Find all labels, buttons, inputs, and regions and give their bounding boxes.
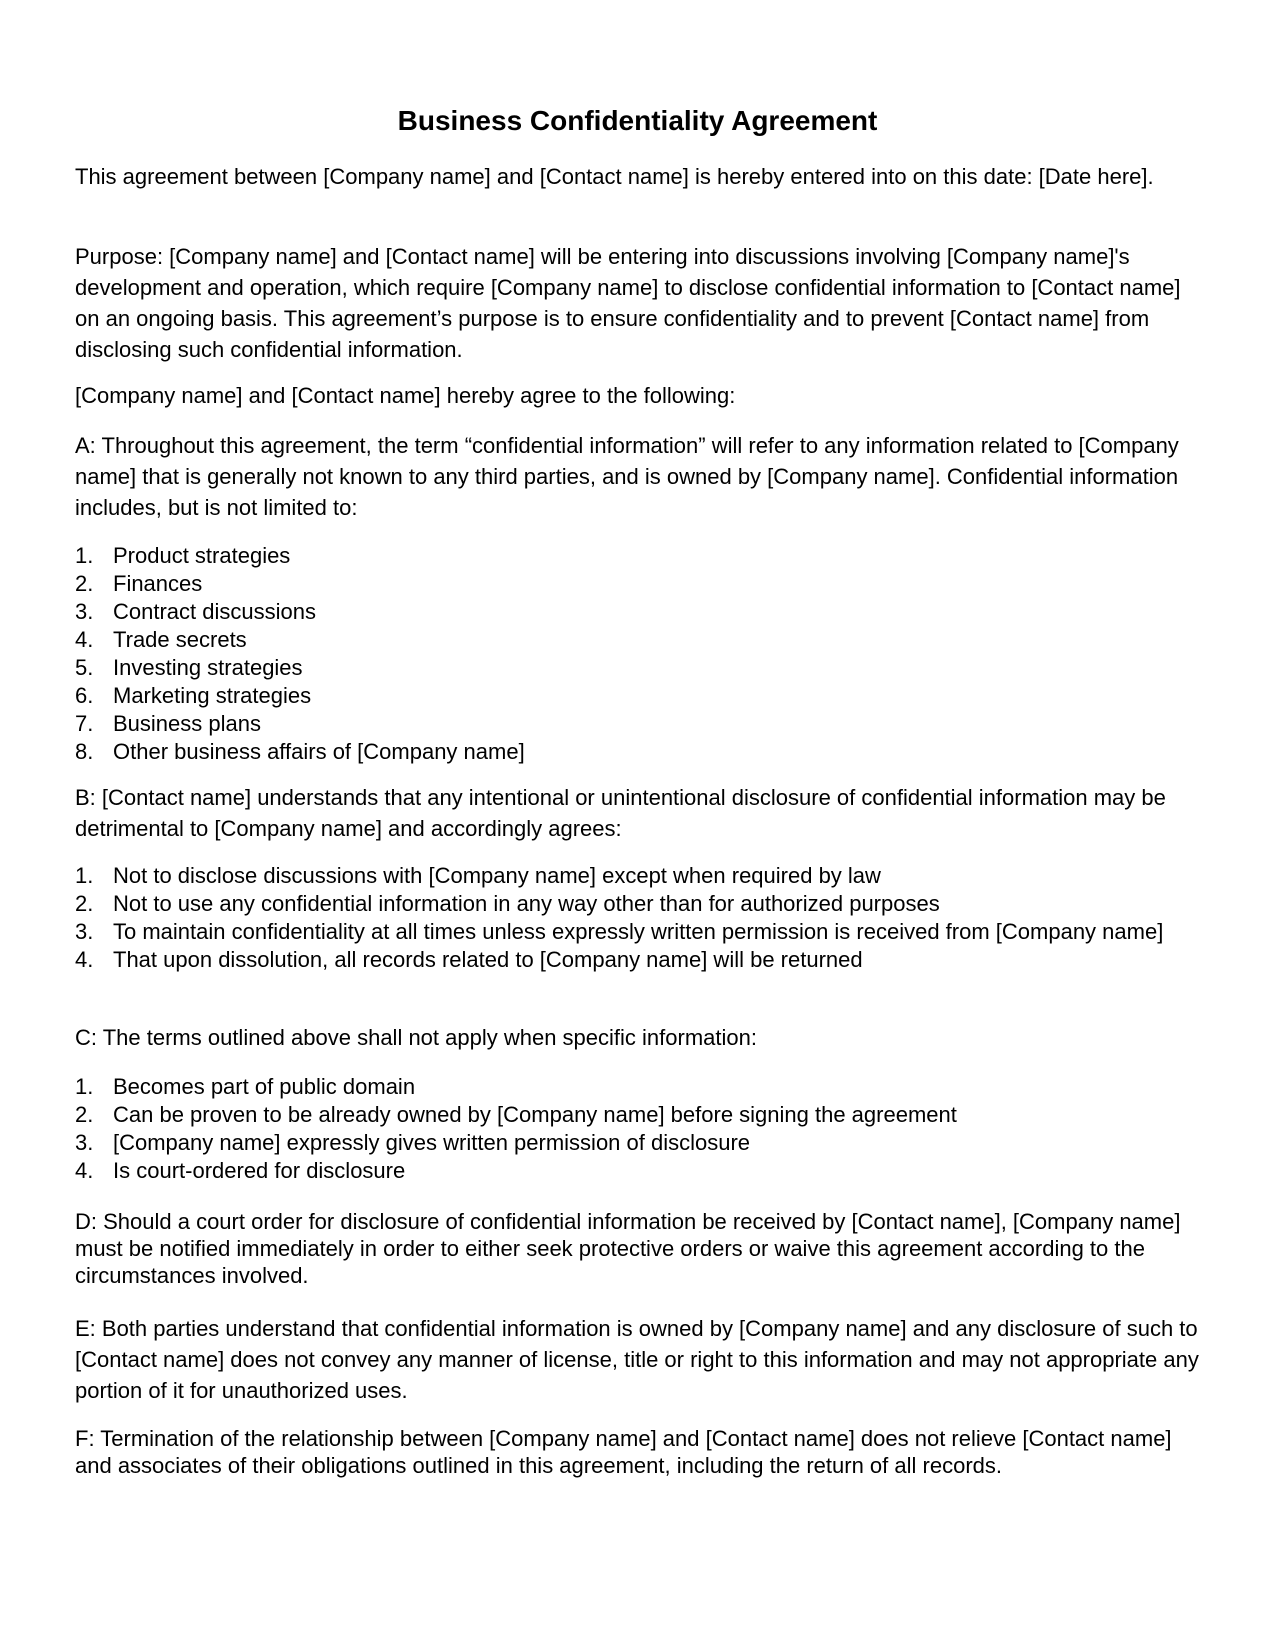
list-item: 8. Other business affairs of [Company name] (75, 739, 525, 764)
intro-paragraph: This agreement between [Company name] and [Contact name] is hereby entered into on this date: [Date here]. (75, 164, 1154, 189)
list-item: 2. Can be proven to be already owned by [Company name] before signing the agreement (75, 1102, 957, 1127)
list-item: 1. Product strategies (75, 543, 291, 568)
list-item: 1. Not to disclose discussions with [Company name] except when required by law (75, 863, 881, 888)
agree-intro-paragraph: [Company name] and [Contact name] hereby agree to the following: (75, 383, 736, 408)
section-d-paragraph: D: Should a court order for disclosure of confidential information be received by [Contact name], [Company name] must be notified immediately in order to either seek protective orders or waive this agreement according to the circumstances involved. (75, 1209, 1181, 1288)
section-e-paragraph: E: Both parties understand that confidential information is owned by [Company name] and any disclosure of such to [Contact name] does not convey any manner of license, title or right to this information and may not appropriate any portion of it for unauthorized uses. (75, 1316, 1199, 1403)
list-item: 3. Contract discussions (75, 599, 316, 624)
list-item: 4. Trade secrets (75, 627, 247, 652)
list-item: 2. Not to use any confidential information in any way other than for authorized purposes (75, 891, 940, 916)
section-b-list (75, 862, 1200, 974)
section-f-paragraph: F: Termination of the relationship between [Company name] and [Contact name] does not relieve [Contact name] and associates of their obligations outlined in this agreement, including the return of all records. (75, 1426, 1172, 1478)
section-c-list (75, 1073, 1200, 1185)
section-a-list (75, 542, 1200, 766)
section-c-paragraph: C: The terms outlined above shall not apply when specific information: (75, 1025, 757, 1050)
purpose-paragraph: Purpose: [Company name] and [Contact name] will be entering into discussions involving [Company name]'s development and operation, which require [Company name] to disclose confidential information to [Contact name] on an ongoing basis. This agreement’s purpose is to ensure confidentiality and to prevent [Contact name] from disclosing such confidential information. (75, 244, 1181, 362)
list-item: 4. That upon dissolution, all records related to [Company name] will be returned (75, 947, 863, 972)
list-item: 5. Investing strategies (75, 655, 303, 680)
section-a-paragraph: A: Throughout this agreement, the term “confidential information” will refer to any information related to [Company name] that is generally not known to any third parties, and is owned by [Company name]. Confidential information includes, but is not limited to: (75, 433, 1179, 520)
list-item: 3. To maintain confidentiality at all times unless expressly written permission is received from [Company name] (75, 919, 1164, 944)
list-item: 2. Finances (75, 571, 203, 596)
list-item: 6. Marketing strategies (75, 683, 312, 708)
section-b-paragraph: B: [Contact name] understands that any intentional or unintentional disclosure of confidential information may be detrimental to [Company name] and accordingly agrees: (75, 785, 1166, 841)
list-item: 1. Becomes part of public domain (75, 1074, 416, 1099)
list-item: 4. Is court-ordered for disclosure (75, 1158, 406, 1183)
list-item: 3. [Company name] expressly gives written permission of disclosure (75, 1130, 751, 1155)
document-title: Business Confidentiality Agreement (397, 105, 878, 136)
list-item: 7. Business plans (75, 711, 261, 736)
